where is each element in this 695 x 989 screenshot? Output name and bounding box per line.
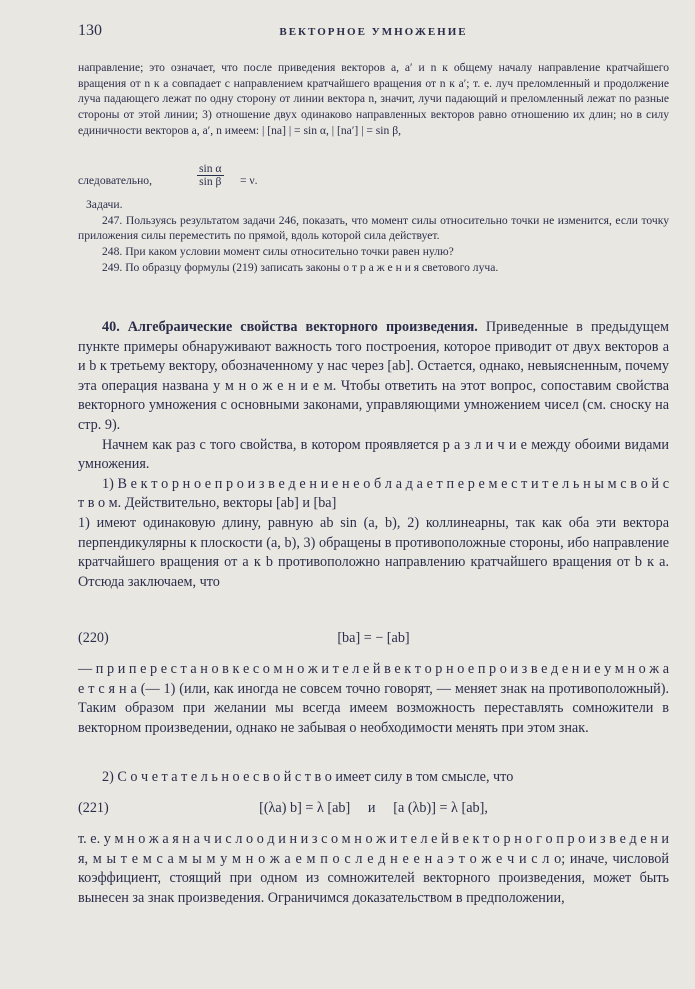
task-item: 247. Пользуясь результатом задачи 246, показать, что момент силы относительно точки не изменится, если точку приложения силы переместить по прямой, вдоль которой сила действует. (78, 213, 669, 243)
sine-ratio (197, 163, 224, 188)
equation-221 (78, 800, 669, 820)
task-item: 248. При каком условии момент силы относительно точки равен нулю? (102, 245, 454, 259)
equation-number: (221) (78, 800, 109, 816)
section-paragraph-5: — п р и п е р е с т а н о в к е с о м н о ж и т е л е й в е к т о р н о е п р о и з в е д е н и е у м н о ж а е т с я н а (— 1) (или, как иногда не совсем точно говорят, — меняет знак на противоположный). Таким образом при желании мы всегда имеем возможность переставлять сомножители в векторном произведении, однако не забывая о необходимости менять при этом знак. (78, 661, 669, 736)
section-body (78, 318, 669, 592)
tasks-block (78, 197, 669, 276)
consequence-lead: следовательно, (78, 174, 152, 187)
equation-body: [ba] = − [ab] (337, 630, 410, 646)
top-paragraph: направление; это означает, что после приведения векторов a, a′ и n к общему началу направление кратчайшего вращения от n к a совпадает с направлением кратчайшего вращения от n к a′; т. е. луч преломленный и продолжение луча падающего лежат по одну сторону от линии вектора n, значит, лучи падающий и преломленный лежат по разные стороны от этой линии; 3) отношение двух одинаково направленных векторов равно отношению их длин; но в силу единичности векторов a, a′, n имеем: | [na] | = sin α, | [na′] | = sin β, (78, 61, 669, 137)
page-number: 130 (78, 22, 102, 39)
equation-number: (220) (78, 630, 109, 646)
consequence-tail: = ν. (240, 174, 258, 187)
equation-body: [(λa) b] = λ [ab] и [a (λb)] = λ [ab], (259, 800, 488, 816)
fraction-numerator: sin α (199, 162, 222, 175)
fraction-denominator: sin β (199, 175, 222, 188)
equation-220 (78, 630, 669, 650)
section-paragraph-4: 1) имеют одинаковую длину, равную ab sin (a, b), 2) коллинеарны, так как оба эти вектора перпендикулярны к плоскости (a, b), 3) обращены в противоположные стороны, ибо направление кратчайшего вращения от a к b противоположно направлению кратчайшего вращения от b к a. Отсюда заключаем, что (78, 514, 669, 590)
section-paragraph-3: 1) В е к т о р н о е п р о и з в е д е н и е н е о б л а д а е т п е р е м е с т и т е л ь н ы м с в о й с т в о м. Действительно, векторы [ab] и [ba] (78, 475, 669, 512)
tasks-heading: Задачи. (86, 198, 123, 211)
task-item: 249. По образцу формулы (219) записать законы о т р а ж е н и я светового луча. (102, 260, 499, 274)
section-paragraph-2: Начнем как раз с того свойства, в котором проявляется р а з л и ч и е между обоими видами умножения. (78, 436, 669, 473)
section-paragraph-1 (78, 318, 669, 436)
section-paragraph-6: 2) С о ч е т а т е л ь н о е с в о й с т в о имеет силу в том смысле, что (102, 769, 514, 785)
running-title: ВЕКТОРНОЕ УМНОЖЕНИЕ (279, 26, 468, 38)
section-title: 40. Алгебраические свойства векторного произведения. (102, 319, 478, 335)
page-header (78, 22, 669, 42)
consequence-line (78, 163, 669, 195)
section-paragraph-7: т. е. у м н о ж а я н а ч и с л о о д и н и з с о м н о ж и т е л е й в е к т о р н о г о п р о и з в е д е н и я, м ы т е м с а м ы м у м н о ж а е м п о с л е д н е е н а э т о ж е ч и с л о; иначе, числовой коэффициент, стоящий при одном из сомножителей векторного произведения, может быть вынесен за знак произведения. Ограничимся доказательством в предположении, (78, 831, 669, 906)
section-paragraph-1-text: Приведенные в предыдущем пункте примеры обнаруживают важность того построения, которое приводит от двух векторов a и b к третьему вектору, обозначенному у нас через [ab]. Остается, однако, невыясненным, почему эта операция названа у м н о ж е н и е м. Чтобы ответить на этот вопрос, сопоставим свойства векторного умножения с основными законами, управляющими умножением чисел (см. сноску на стр. 9). (78, 319, 670, 433)
